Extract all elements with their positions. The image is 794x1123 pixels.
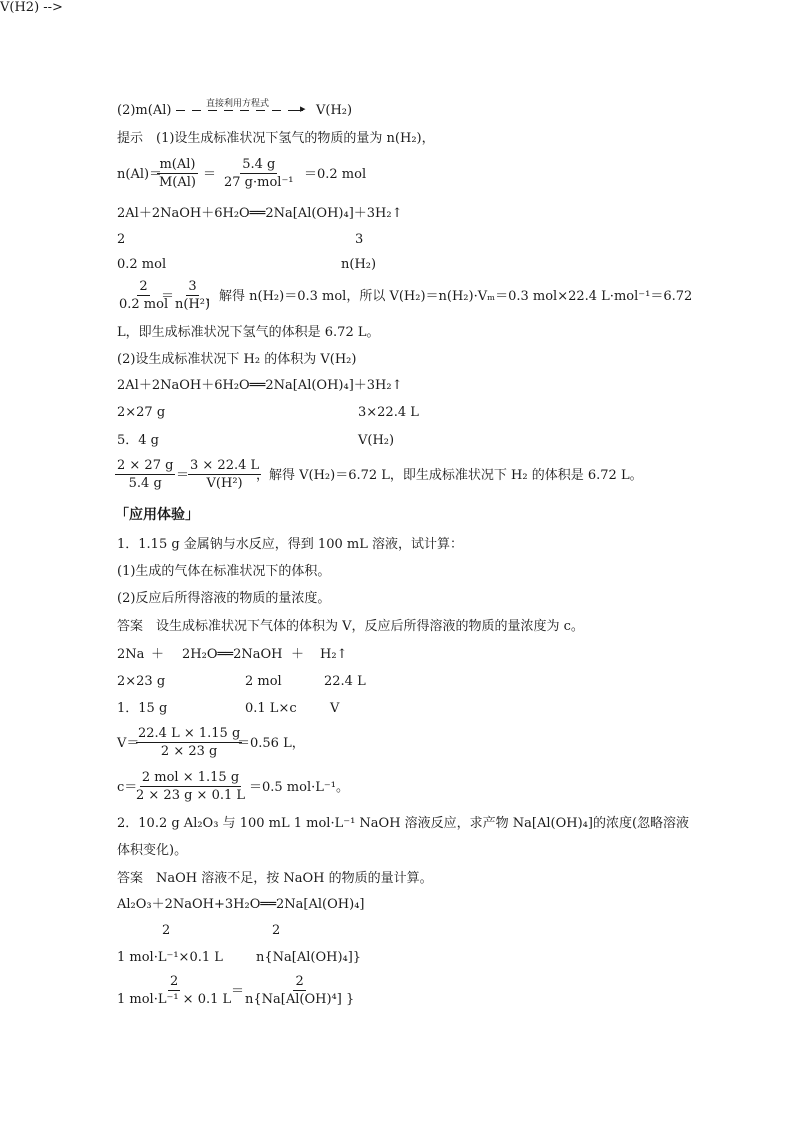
q1-eq-na: 2Na: [117, 647, 145, 662]
q1-sub2: (2)反应后所得溶液的物质的量浓度。: [117, 591, 331, 606]
denominator: 0.2 mol: [119, 297, 169, 312]
q2-text-line2: 体积变化)。: [117, 843, 188, 858]
q1-c-result: ＝0.5 mol·L⁻¹。: [249, 780, 349, 795]
hint-solution: ，解得 n(H₂)＝0.3 mol，所以 V(H₂)＝n(H₂)·Vₘ＝0.3 mol×22.4 L·mol⁻¹＝6.72: [206, 289, 693, 304]
q2-equation: Al₂O₃＋2NaOH+3H₂O══2Na[Al(OH)₄]: [117, 897, 365, 912]
numerator: 2: [295, 974, 304, 989]
q2-amount-naoh: 1 mol·L⁻¹×0.1 L: [117, 950, 223, 965]
coef-h2: 3: [355, 232, 364, 247]
section-title: 「应用体验」: [115, 507, 199, 523]
q1-answer: 答案 设生成标准状况下气体的体积为 V，反应后所得溶液的物质的量浓度为 c。: [117, 619, 584, 634]
line1-suffix: V(H₂): [316, 103, 353, 118]
denominator: 1 mol·L⁻¹ × 0.1 L: [117, 992, 232, 1007]
equals: ＝: [231, 984, 245, 999]
coef-al: 2: [117, 232, 126, 247]
q1-row1-b: 2 mol: [245, 674, 282, 689]
q2-fraction-right: [243, 974, 356, 1007]
q1-c-left: c＝: [117, 780, 138, 795]
q2-fraction-left: [115, 974, 233, 1007]
amount-h2: n(H₂): [341, 257, 377, 272]
equals: ＝: [161, 289, 175, 304]
q1-row2-c: V: [330, 701, 340, 716]
q1-c-fraction: [134, 770, 247, 803]
numerator: 3: [188, 279, 197, 294]
fraction-mass-molar: [157, 157, 198, 190]
part2-intro: (2)设生成标准状况下 H₂ 的体积为 V(H₂): [117, 352, 357, 367]
q1-v-result: ＝0.56 L，: [237, 736, 305, 751]
q1-row2-a: 1．15 g: [117, 701, 168, 716]
denominator: n(H²): [175, 297, 211, 312]
numerator: 2 mol × 1.15 g: [141, 770, 240, 785]
equals: ＝: [203, 167, 217, 182]
q2-text-line1: 2．10.2 g Al₂O₃ 与 100 mL 1 mol·L⁻¹ NaOH 溶液反应，求产物 Na[Al(OH)₄]的浓度(忽略溶液: [117, 816, 690, 831]
q1-eq-plus1: ＋: [151, 647, 165, 662]
q2-answer: 答案 NaOH 溶液不足，按 NaOH 的物质的量计算。: [117, 871, 433, 886]
q1-eq-plus2: ＋: [291, 647, 305, 662]
q1-v-fraction: [136, 726, 242, 759]
q1-row1-a: 2×23 g: [117, 674, 166, 689]
q1-eq-h2: H₂↑: [320, 647, 348, 662]
q2-amount-product: n{Na[Al(OH)₄]}: [256, 950, 362, 965]
part2-volume: 3×22.4 L: [358, 405, 419, 420]
q1-sub1: (1)生成的气体在标准状况下的体积。: [117, 564, 331, 579]
result: ＝0.2 mol: [304, 167, 367, 182]
q2-coef-naoh: 2: [162, 923, 171, 938]
q1-text: 1．1.15 g 金属钠与水反应，得到 100 mL 溶液，试计算：: [117, 537, 463, 552]
denominator: 5.4 g: [128, 476, 162, 491]
nal-left: n(Al)＝: [117, 167, 163, 182]
numerator: 2 × 27 g: [117, 458, 174, 473]
arrow-label: 直接利用方程式: [206, 99, 270, 109]
q1-row1-c: 22.4 L: [324, 674, 366, 689]
part2-mass: 2×27 g: [117, 405, 166, 420]
q1-v-left: V＝: [117, 736, 140, 751]
numerator: m(Al): [159, 157, 196, 172]
denominator: M(Al): [159, 175, 197, 190]
part2-fraction-left: [115, 458, 175, 491]
hint-intro: 提示 (1)设生成标准状况下氢气的物质的量为 n(H₂)，: [117, 131, 435, 146]
part2-given: 5．4 g: [117, 433, 159, 448]
q2-coef-product: 2: [272, 923, 281, 938]
hint-conclusion: L，即生成标准状况下氢气的体积是 6.72 L。: [117, 325, 380, 340]
denominator: n{Na[Al(OH)⁴] }: [245, 992, 355, 1007]
part2-unknown: V(H₂): [358, 433, 395, 448]
conversion-arrow: [176, 96, 316, 116]
denominator: 27 g·mol⁻¹: [224, 175, 294, 190]
reaction-equation: 2Al＋2NaOH＋6H₂O══2Na[Al(OH)₄]＋3H₂↑: [117, 206, 403, 221]
denominator: 2 × 23 g × 0.1 L: [136, 788, 246, 803]
numerator: 22.4 L × 1.15 g: [138, 726, 241, 741]
part2-solution: ，解得 V(H₂)＝6.72 L，即生成标准状况下 H₂ 的体积是 6.72 L。: [256, 468, 643, 483]
numerator: 3 × 22.4 L: [190, 458, 260, 473]
q1-row2-b: 0.1 L×c: [245, 701, 297, 716]
line1-prefix: (2)m(Al): [117, 103, 172, 118]
numerator: 2: [169, 974, 179, 989]
equals: ＝: [176, 468, 190, 483]
q1-eq-water: 2H₂O══2NaOH: [182, 647, 283, 662]
denominator: 2 × 23 g: [160, 744, 218, 759]
denominator: V(H²): [206, 476, 243, 491]
part2-equation: 2Al＋2NaOH＋6H₂O══2Na[Al(OH)₄]＋3H₂↑: [117, 378, 403, 393]
numerator: 2: [139, 279, 148, 294]
part2-fraction-right: [188, 458, 261, 491]
numerator: 5.4 g: [242, 157, 276, 172]
amount-al: 0.2 mol: [117, 257, 167, 272]
arrow-head-icon: ▸: [300, 102, 306, 115]
fraction-values: [222, 157, 296, 190]
